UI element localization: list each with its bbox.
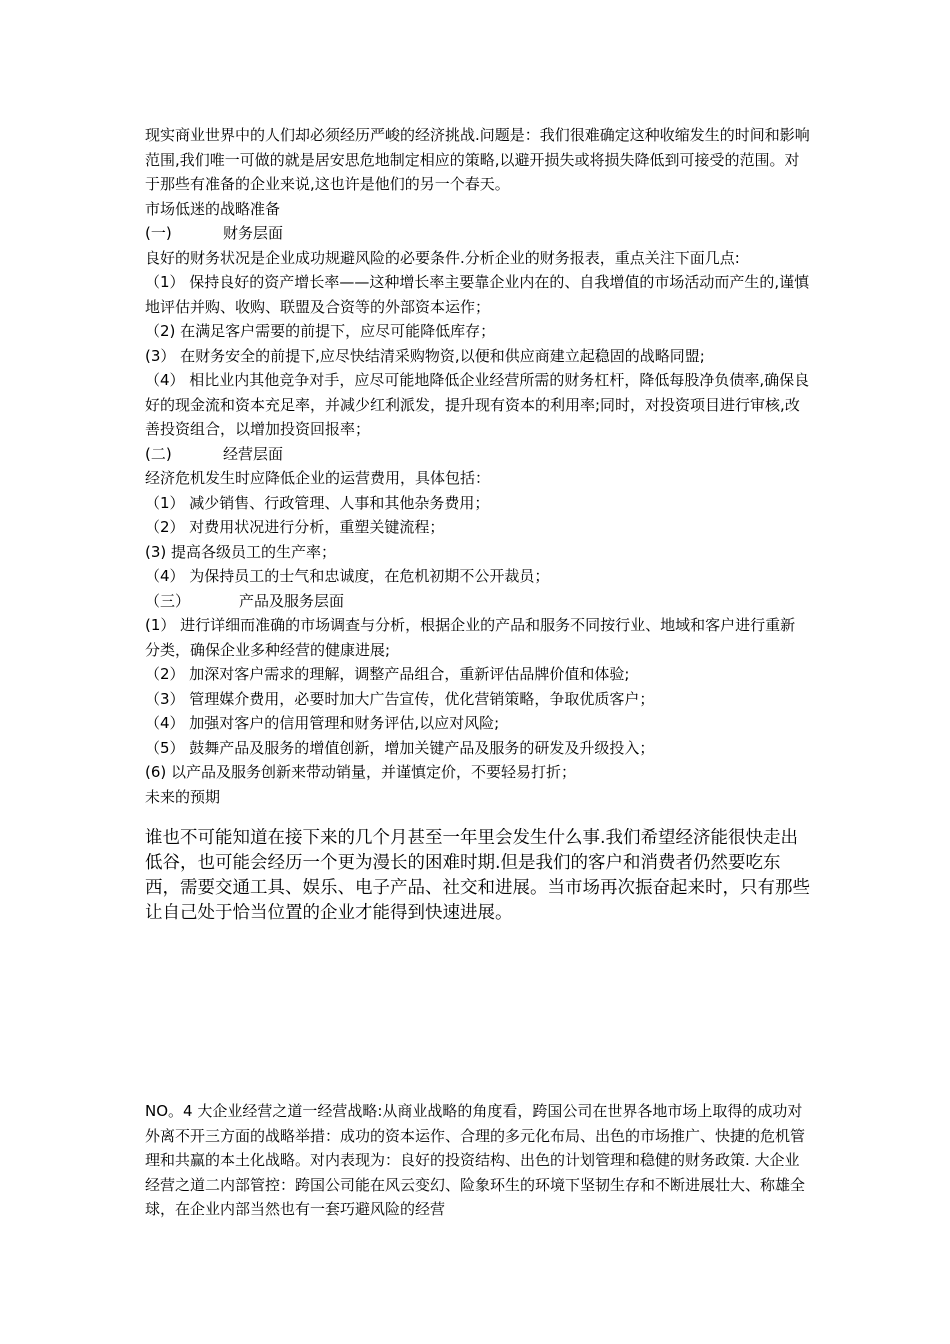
section2-intro: 经济危机发生时应降低企业的运营费用，具体包括： [145,469,491,487]
section2-item: （2） 对费用状况进行分析，重塑关键流程； [145,518,445,536]
section1-heading [145,221,810,246]
section3-number: （三） [145,591,191,610]
section3-item: (1） 进行详细而准确的市场调查与分析，根据企业的产品和服务不同按行业、地域和客户进行重新分类，确保企业多种经营的健康进展; [145,616,796,659]
section3-item: （2） 加深对客户需求的理解，调整产品组合，重新评估品牌价值和体验; [145,665,630,683]
section3-item: (6) 以产品及服务创新来带动销量，并谨慎定价，不要轻易打折； [145,763,577,781]
section1-number: (一) [145,224,172,242]
section1-item: （1） 保持良好的资产增长率——这种增长率主要靠企业内在的、自我增值的市场活动而产生的,谨慎地评估并购、收购、联盟及合资等的外部资本运作； [145,273,810,316]
section2-item: （1） 减少销售、行政管理、人事和其他杂务费用； [145,493,490,512]
bottom-paragraph: NO。4 大企业经营之道一经营战略:从商业战略的角度看，跨国公司在世界各地市场上取得的成功对外离不开三方面的战略举措：成功的资本运作、合理的多元化布局、出色的市场推广、快捷的危机管理和共赢的本土化战略。对内表现为：良好的投资结构、出色的计划管理和稳健的财务政策. 大企业经营之道二内部管控：跨国公司能在风云变幻、险象环生的环境下坚韧生存和不断进展壮大、称雄全球，在企业内部当然也有一套巧避风险的经营 [145,1102,806,1218]
section3-item: （4） 加强对客户的信用管理和财务评估,以应对风险; [145,714,500,732]
upper-text-block [145,123,810,809]
future-paragraph: 谁也不可能知道在接下来的几个月甚至一年里会发生什么事.我们希望经济能很快走出低谷，也可能会经历一个更为漫长的困难时期.但是我们的客户和消费者仍然要吃东西，需要交通工具、娱乐、电子产品、社交和进展。当市场再次振奋起来时，只有那些让自己处于恰当位置的企业才能得到快速进展。 [145,828,810,923]
section2-item: （4） 为保持员工的士气和忠诚度，在危机初期不公开裁员； [145,567,550,585]
intro-paragraph: 现实商业世界中的人们却必须经历严峻的经济挑战.问题是：我们很难确定这种收缩发生的时间和影响范围,我们唯一可做的就是居安思危地制定相应的策略,以避开损失或将损失降低到可接受的范围。对于那些有准备的企业来说,这也许是他们的另一个春天。 [145,126,810,193]
section3-item: （3） 管理媒介费用，必要时加大广告宣传，优化营销策略，争取优质客户； [145,689,655,708]
section3-item: （5） 鼓舞产品及服务的增值创新，增加关键产品及服务的研发及升级投入； [145,738,655,757]
section1-item: （2) 在满足客户需要的前提下，应尽可能降低库存； [145,322,496,340]
section2-title: 经营层面 [223,444,284,463]
section2-heading [145,442,810,467]
future-heading: 未来的预期 [145,787,221,806]
future-text-block [145,826,813,926]
section3-title: 产品及服务层面 [239,591,345,610]
section1-title: 财务层面 [223,224,284,242]
strategy-heading: 市场低迷的战略准备 [145,199,281,218]
bottom-text-block [145,1099,813,1222]
section1-item: （4） 相比业内其他竞争对手，应尽可能地降低企业经营所需的财务杠杆，降低每股净负债率,确保良好的现金流和资本充足率，并减少红利派发，提升现有资本的利用率;同时，对投资项目进行审核,改善投资组合，以增加投资回报率； [145,371,810,438]
section2-item: (3) 提高各级员工的生产率； [145,542,337,561]
section2-number: (二) [145,444,172,463]
section3-heading [145,589,810,614]
section1-intro: 良好的财务状况是企业成功规避风险的必要条件.分析企业的财务报表，重点关注下面几点: [145,248,740,267]
section1-item: (3） 在财务安全的前提下,应尽快结清采购物资,以便和供应商建立起稳固的战略同盟; [145,346,705,365]
